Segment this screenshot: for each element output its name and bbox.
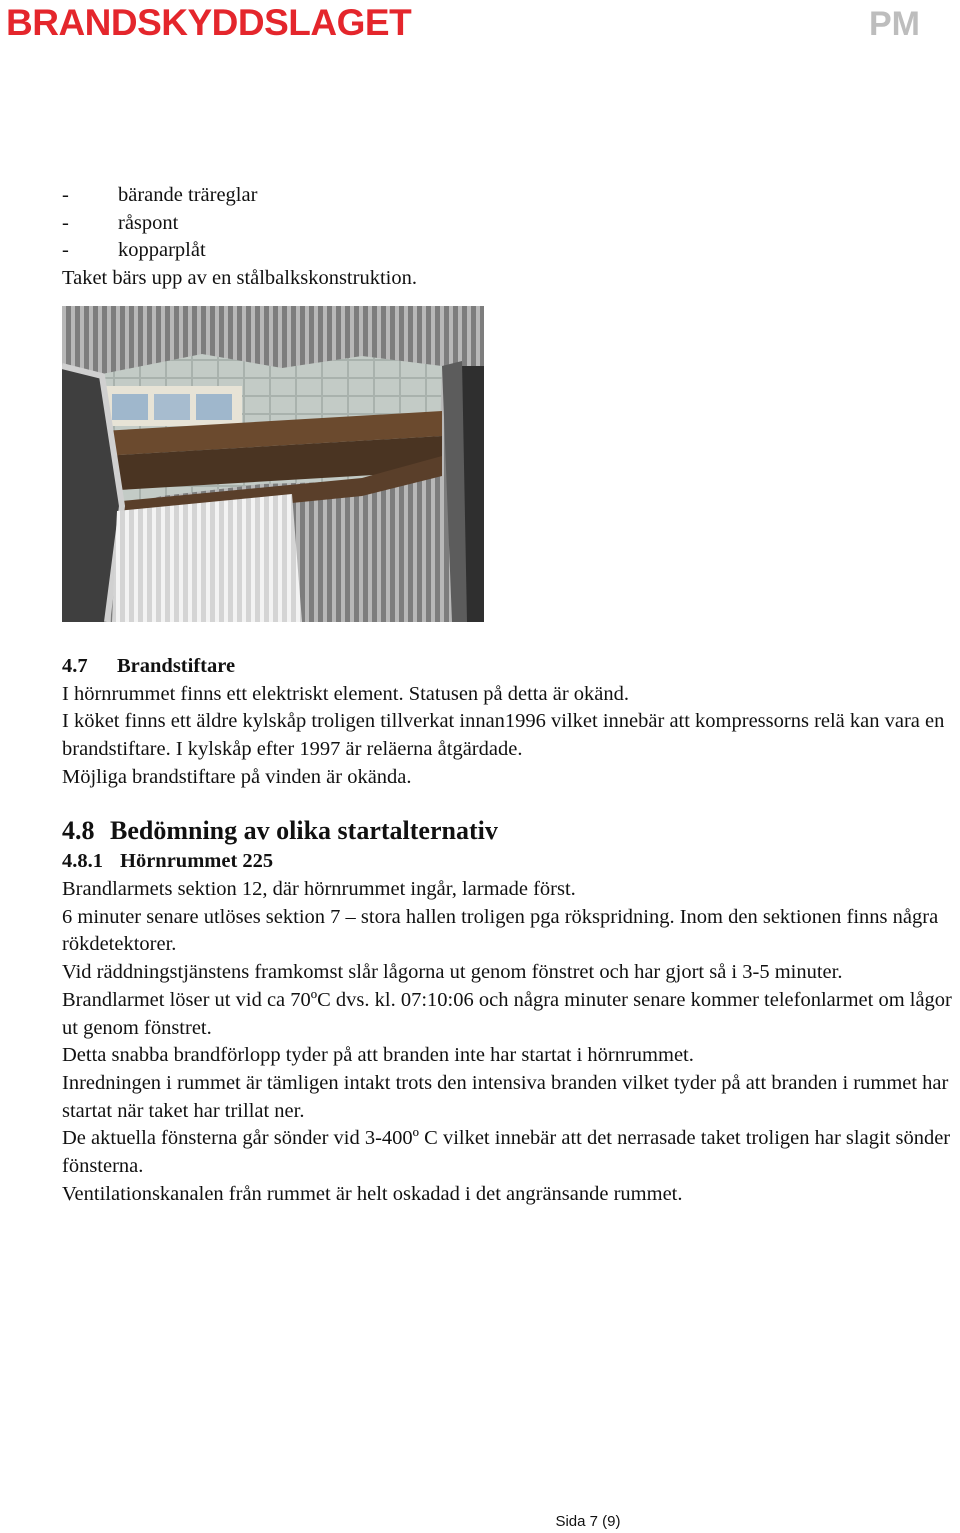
- paragraph: I köket finns ett äldre kylskåp troligen tillverkat innan1996 vilket innebär att kompressorns relä kan vara en brandstiftare. I kylskåp efter 1997 är reläerna åtgärdade.: [62, 710, 945, 760]
- roof-damage-illustration: [62, 306, 484, 622]
- section-heading-4-8: [62, 814, 960, 848]
- brand-logo: BRANDSKYDDSLAGET: [6, 2, 412, 43]
- paragraph: 6 minuter senare utlöses sektion 7 – stora hallen troligen pga rökspridning. Inom den sektionen finns några rökdetektorer.: [62, 905, 939, 956]
- section-number: 4.8: [62, 816, 95, 846]
- section-title: Bedömning av olika startalternativ: [110, 816, 498, 846]
- paragraph: Brandlarmets sektion 12, där hörnrummet ingår, larmade först.: [62, 878, 576, 901]
- list-item-text: bärande träreglar: [118, 184, 258, 206]
- section-heading-4-8-1: [62, 848, 960, 876]
- paragraph: Ventilationskanalen från rummet är helt oskadad i det angränsande rummet.: [62, 1182, 683, 1205]
- list-item: [62, 182, 960, 210]
- paragraph: Detta snabba brandförlopp tyder på att branden inte har startat i hörnrummet.: [62, 1044, 694, 1067]
- list-item-text: råspont: [118, 211, 179, 234]
- paragraph: De aktuella fönsterna går sönder vid 3-400º C vilket innebär att det nerrasade taket troligen har slagit sönder fönsterna.: [62, 1127, 951, 1178]
- paragraph: I hörnrummet finns ett elektriskt element. Statusen på detta är okänd.: [62, 682, 630, 705]
- section-title: Hörnrummet 225: [120, 850, 274, 873]
- document-body: [62, 182, 960, 1208]
- paragraph: Vid räddningstjänstens framkomst slår lågorna ut genom fönstret och har gjort så i 3-5 minuter.: [62, 961, 843, 984]
- roof-damage-photo: [62, 306, 484, 622]
- list-item: [62, 237, 960, 265]
- section-title: Brandstiftare: [117, 654, 236, 677]
- page-number: Sida 7 (9): [555, 1513, 621, 1530]
- list-dash: -: [62, 239, 69, 262]
- paragraph: Brandlarmet löser ut vid ca 70ºC dvs. kl. 07:10:06 och några minuter senare kommer telefonlarmet om lågor ut genom fönstret.: [62, 988, 952, 1039]
- paragraph: Taket bärs upp av en stålbalkskonstruktion.: [62, 267, 417, 290]
- paragraph: Inredningen i rummet är tämligen intakt trots den intensiva branden vilket tyder på att branden i rummet har startat när taket har trillat ner.: [62, 1071, 949, 1122]
- list-dash: -: [62, 211, 69, 234]
- list-item-text: kopparplåt: [118, 239, 206, 262]
- list-item: [62, 210, 960, 238]
- section-number: 4.8.1: [62, 850, 103, 873]
- section-heading-4-7: [62, 653, 960, 681]
- list-dash: -: [62, 184, 69, 206]
- document-type-label: PM: [869, 5, 920, 43]
- paragraph: Möjliga brandstiftare på vinden är okända.: [62, 765, 412, 788]
- section-number: 4.7: [62, 654, 88, 677]
